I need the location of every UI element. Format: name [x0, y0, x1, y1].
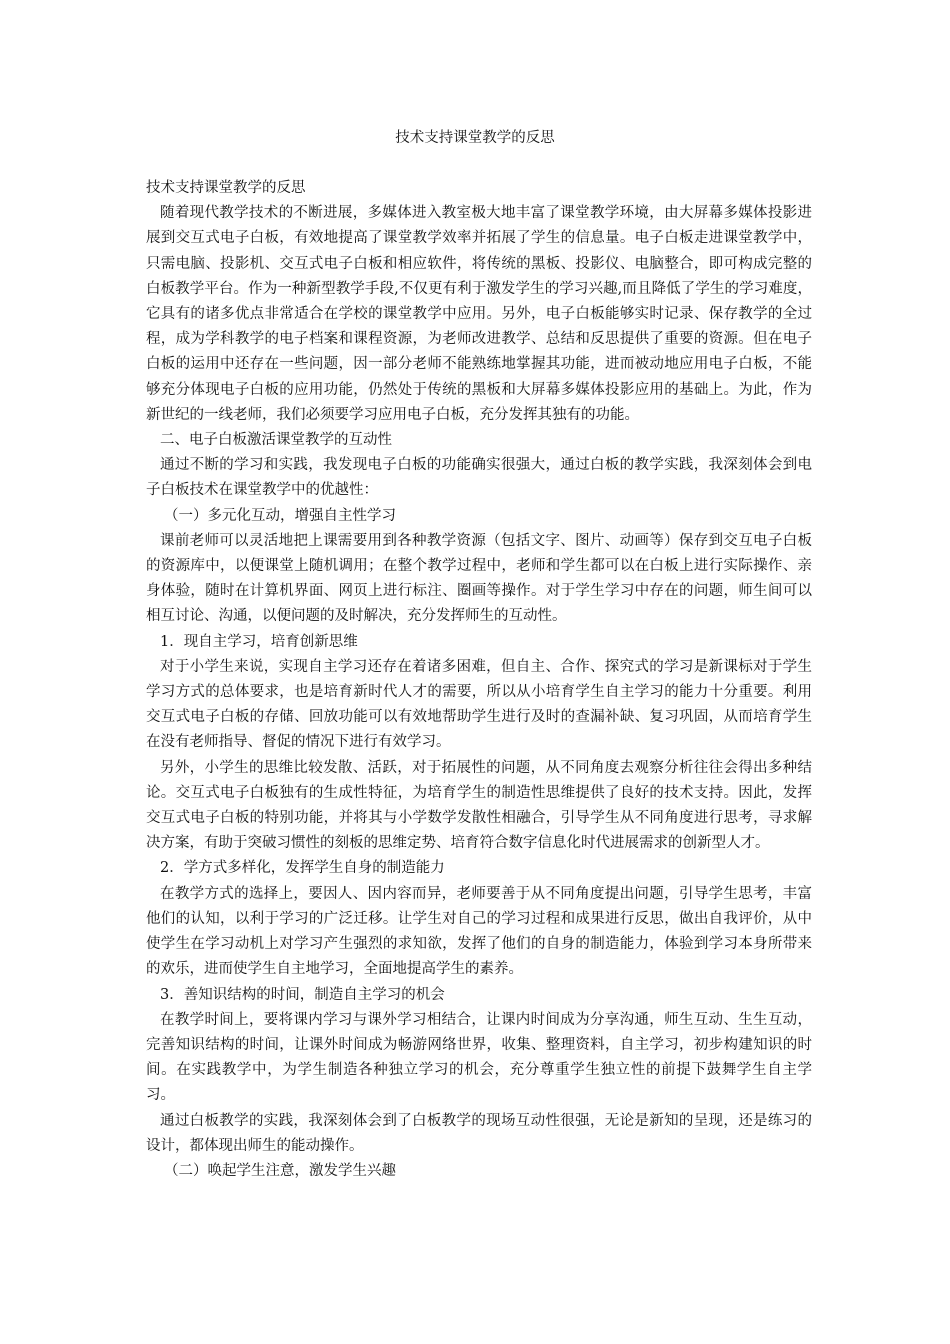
section-heading: 二、电子白板激活课堂教学的互动性 [160, 432, 392, 449]
paragraph: 在教学时间上，要将课内学习与课外学习相结合，让课内时间成为分享沟通，师生互动、生生互动，完善知识结构的时间，让课外时间成为畅游网络世界，收集、整理资料，自主学习，初步构建知识的时间。在实践教学中，为学生制造各种独立学习的机会，充分尊重学生独立性的前提下鼓舞学生自主学习。 [146, 1011, 812, 1104]
body-heading: 技术支持课堂教学的反思 [146, 180, 306, 196]
document-title: 技术支持课堂教学的反思 [395, 130, 555, 146]
subsection-heading: （一）多元化互动，增强自主性学习 [164, 507, 396, 524]
paragraph: 通过不断的学习和实践，我发现电子白板的功能确实很强大，通过白板的教学实践，我深刻体会到电子白板技术在课堂教学中的优越性： [146, 457, 812, 499]
document-body [146, 176, 812, 1184]
numbered-heading: 3．善知识结构的时间，制造自主学习的机会 [160, 986, 445, 1003]
numbered-heading: 2．学方式多样化，发挥学生自身的制造能力 [160, 860, 445, 877]
paragraph: 随着现代教学技术的不断进展，多媒体进入教室极大地丰富了课堂教学环境，由大屏幕多媒体投影进展到交互式电子白板，有效地提高了课堂教学效率并拓展了学生的信息量。电子白板走进课堂教学中，只需电脑、投影机、交互式电子白板和相应软件，将传统的黑板、投影仪、电脑整合，即可构成完整的白板教学平台。作为一种新型教学手段,不仅更有利于激发学生的学习兴趣,而且降低了学生的学习难度，它具有的诸多优点非常适合在学校的课堂教学中应用。另外，电子白板能够实时记录、保存教学的全过程，成为学科教学的电子档案和课程资源，为老师改进教学、总结和反思提供了重要的资源。但在电子白板的运用中还存在一些问题，因一部分老师不能熟练地掌握其功能，进而被动地应用电子白板，不能够充分体现电子白板的应用功能，仍然处于传统的黑板和大屏幕多媒体投影应用的基础上。为此，作为新世纪的一线老师，我们必须要学习应用电子白板，充分发挥其独有的功能。 [146, 205, 812, 423]
paragraph: 另外，小学生的思维比较发散、活跃，对于拓展性的问题，从不同角度去观察分析往往会得出多种结论。交互式电子白板独有的生成性特征，为培育学生的制造性思维提供了良好的技术支持。因此，发挥交互式电子白板的特别功能，并将其与小学数学发散性相融合，引导学生从不同角度进行思考，寻求解决方案，有助于突破习惯性的刻板的思维定势、培育符合数字信息化时代进展需求的创新型人才。 [146, 759, 812, 852]
subsection-heading: （二）唤起学生注意，激发学生兴趣 [164, 1162, 396, 1179]
paragraph: 在教学方式的选择上，要因人、因内容而异，老师要善于从不同角度提出问题，引导学生思考，丰富他们的认知，以利于学习的广泛迁移。让学生对自己的学习过程和成果进行反思，做出自我评价，从中使学生在学习动机上对学习产生强烈的求知欲，发挥了他们的自身的制造能力，体验到学习本身所带来的欢乐，进而使学生自主地学习，全面地提高学生的素养。 [146, 885, 812, 978]
paragraph: 通过白板教学的实践，我深刻体会到了白板教学的现场互动性很强，无论是新知的呈现，还是练习的设计，都体现出师生的能动操作。 [146, 1112, 812, 1154]
paragraph: 课前老师可以灵活地把上课需要用到各种教学资源（包括文字、图片、动画等）保存到交互电子白板的资源库中，以便课堂上随机调用；在整个教学过程中，老师和学生都可以在白板上进行实际操作、亲身体验，随时在计算机界面、网页上进行标注、圈画等操作。对于学生学习中存在的问题，师生间可以相互讨论、沟通，以便问题的及时解决，充分发挥师生的互动性。 [146, 532, 812, 625]
numbered-heading: 1．现自主学习，培育创新思维 [160, 633, 358, 650]
paragraph: 对于小学生来说，实现自主学习还存在着诸多困难，但自主、合作、探究式的学习是新课标对于学生学习方式的总体要求，也是培育新时代人才的需要，所以从小培育学生自主学习的能力十分重要。利用交互式电子白板的存储、回放功能可以有效地帮助学生进行及时的查漏补缺、复习巩固，从而培育学生在没有老师指导、督促的情况下进行有效学习。 [146, 658, 812, 751]
